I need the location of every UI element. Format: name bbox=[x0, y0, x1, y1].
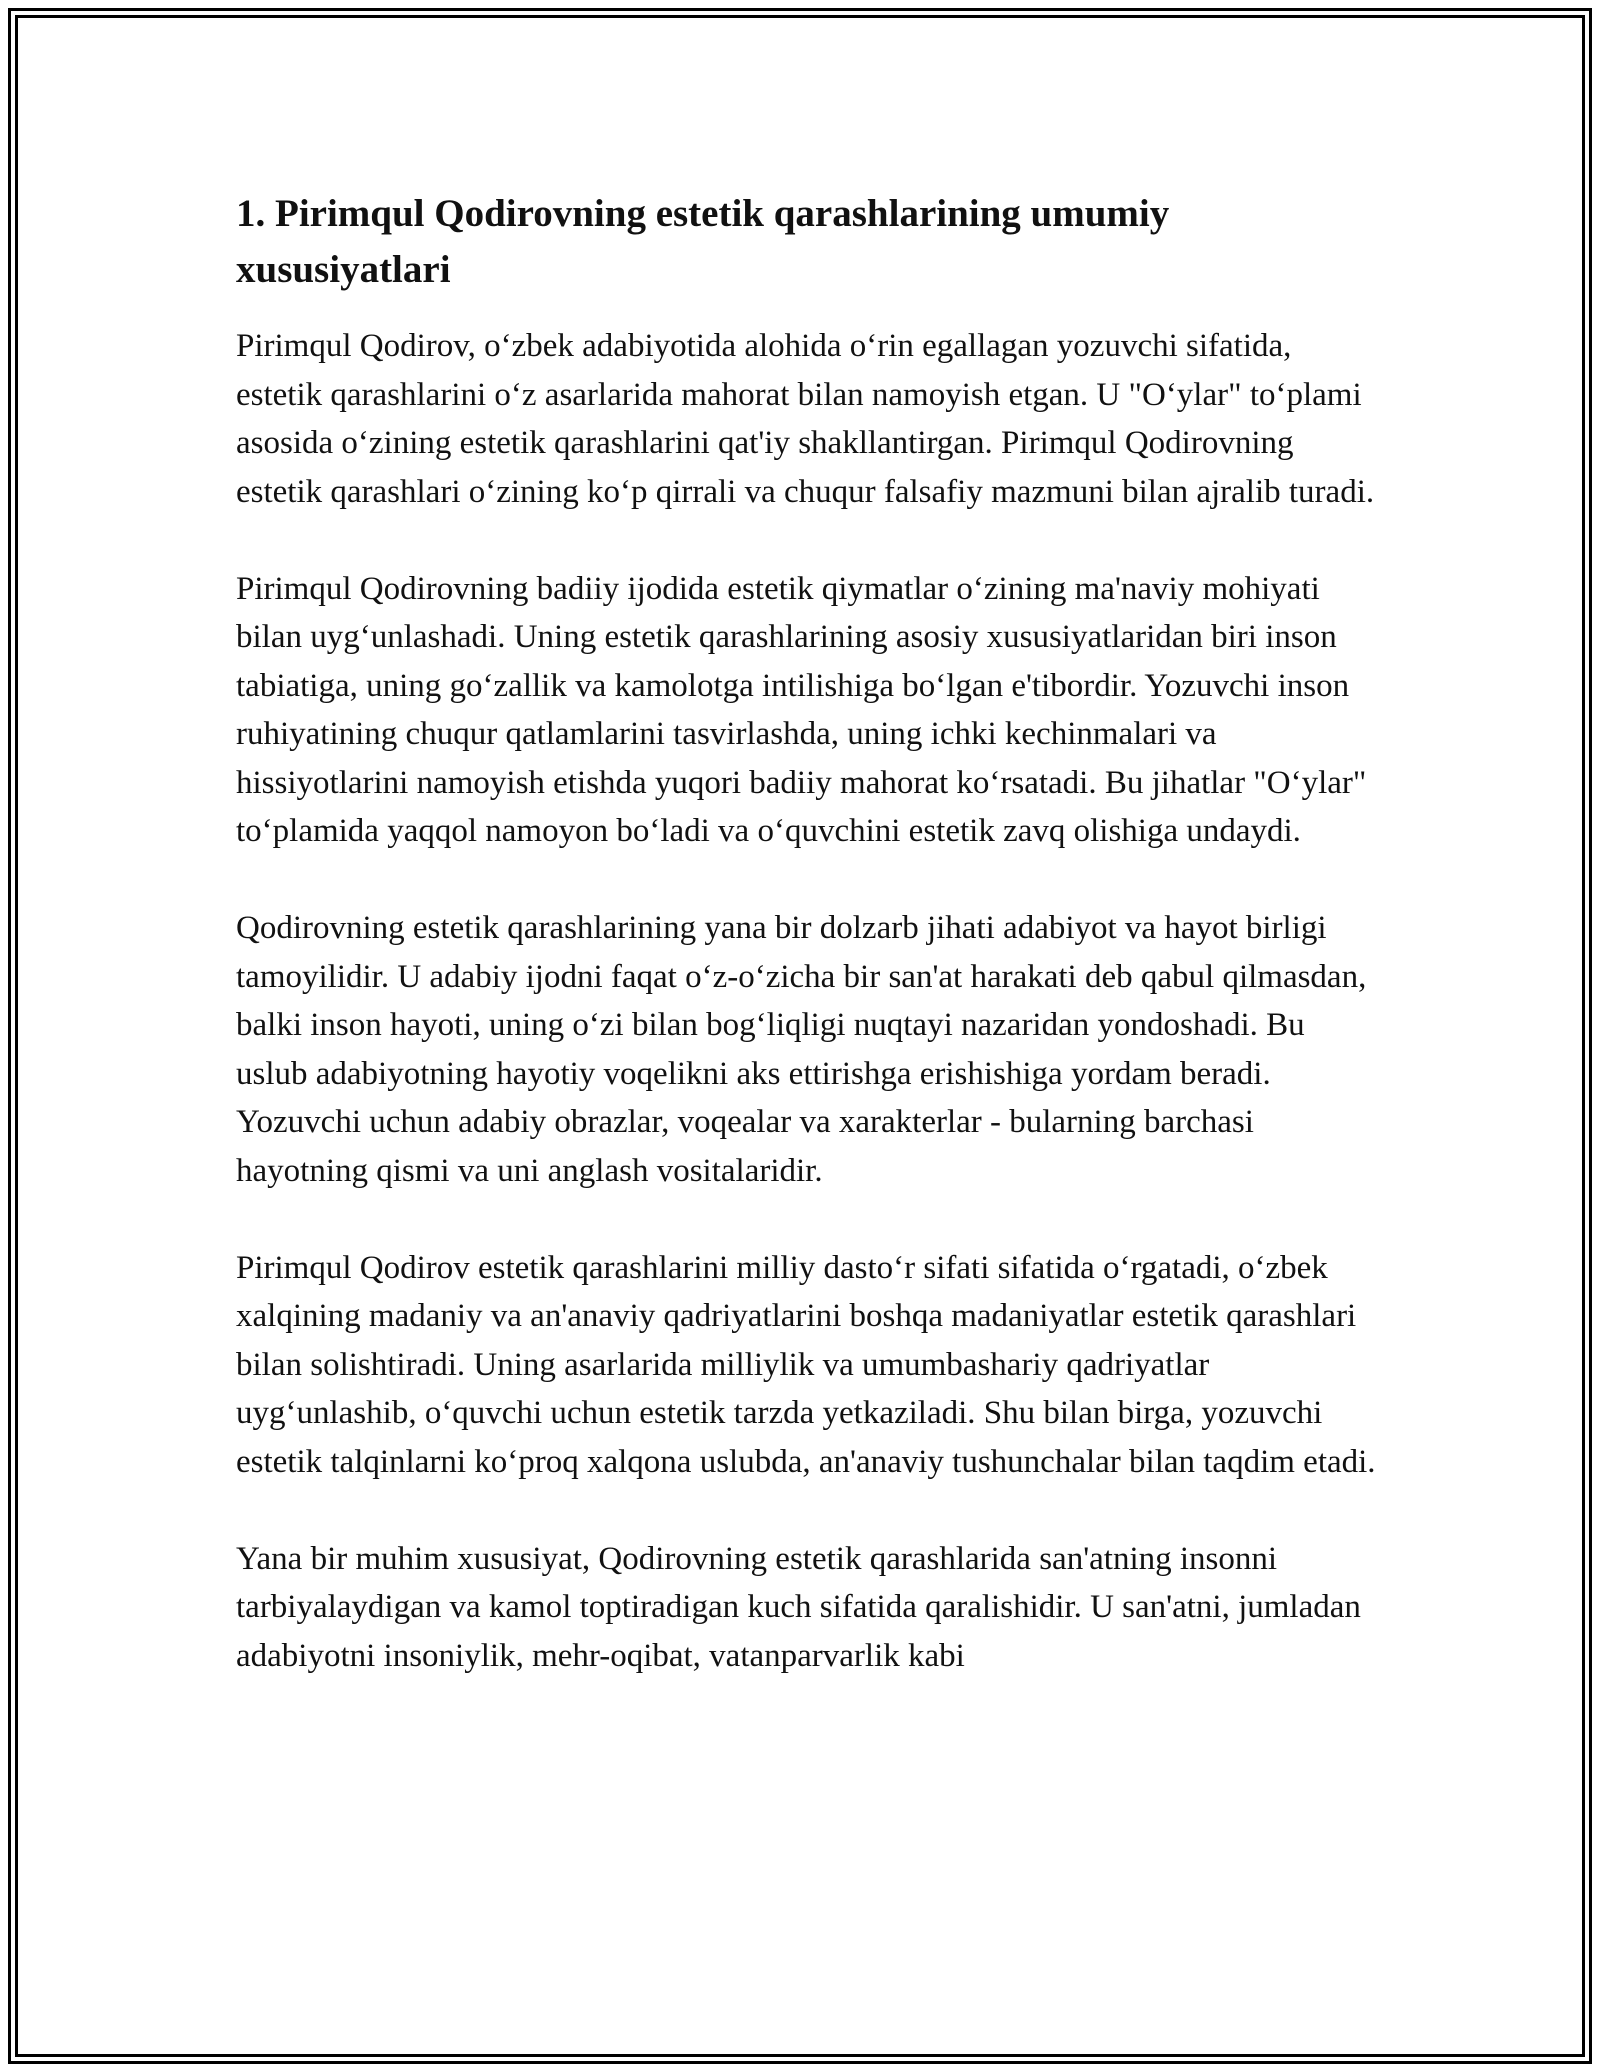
paragraph-4: Pirimqul Qodirov estetik qarashlarini milliy dasto‘r sifati sifatida o‘rgatadi, o‘zbek xalqining madaniy va an'anaviy qadriyatlarini boshqa madaniyatlar estetik qarashlari bilan solishtiradi. Uning asarlarida milliylik va umumbashariy qadriyatlar uyg‘unlashib, o‘quvchi uchun estetik tarzda yetkaziladi. Shu bilan birga, yozuvchi estetik talqinlarni ko‘proq xalqona uslubda, an'anaviy tushunchalar bilan taqdim etadi. bbox=[236, 1249, 1376, 1480]
paragraph-1: Pirimqul Qodirov, o‘zbek adabiyotida alohida o‘rin egallagan yozuvchi sifatida, estetik qarashlarini o‘z asarlarida mahorat bilan namoyish etgan. U "O‘ylar" to‘plami asosida o‘zining estetik qarashlarini qat'iy shakllantirgan. Pirimqul Qodirovning estetik qarashlari o‘zining ko‘p qirrali va chuqur falsafiy mazmuni bilan ajralib turadi. bbox=[236, 328, 1375, 510]
section-heading: 1. Pirimqul Qodirovning estetik qarashlarining umumiy xususiyatlari bbox=[236, 192, 1170, 291]
paragraph-3: Qodirovning estetik qarashlarining yana bir dolzarb jihati adabiyot va hayot birligi tamoyilidir. U adabiy ijodni faqat o‘z-o‘zicha bir san'at harakati deb qabul qilmasdan, balki inson hayoti, uning o‘zi bilan bog‘liqligi nuqtayi nazaridan yondoshadi. Bu uslub adabiyotning hayotiy voqelikni aks ettirishga erishishiga yordam beradi. Yozuvchi uchun adabiy obrazlar, voqealar va xarakterlar - bularning barchasi hayotning qismi va uni anglash vositalaridir. bbox=[236, 910, 1367, 1189]
paragraph-5: Yana bir muhim xususiyat, Qodirovning estetik qarashlarida san'atning insonni tarbiyalaydigan va kamol toptiradigan kuch sifatida qaralishidir. U san'atni, jumladan adabiyotni insoniylik, mehr-oqibat, vatanparvarlik kabi bbox=[236, 1540, 1361, 1674]
document-body bbox=[236, 186, 1376, 1729]
paragraph-2: Pirimqul Qodirovning badiiy ijodida estetik qiymatlar o‘zining ma'naviy mohiyati bilan uyg‘unlashadi. Uning estetik qarashlarining asosiy xususiyatlaridan biri inson tabiatiga, uning go‘zallik va kamolotga intilishiga bo‘lgan e'tibordir. Yozuvchi inson ruhiyatining chuqur qatlamlarini tasvirlashda, uning ichki kechinmalari va hissiyotlarini namoyish etishda yuqori badiiy mahorat ko‘rsatadi. Bu jihatlar "O‘ylar" to‘plamida yaqqol namoyon bo‘ladi va o‘quvchini estetik zavq olishiga undaydi. bbox=[236, 570, 1367, 849]
